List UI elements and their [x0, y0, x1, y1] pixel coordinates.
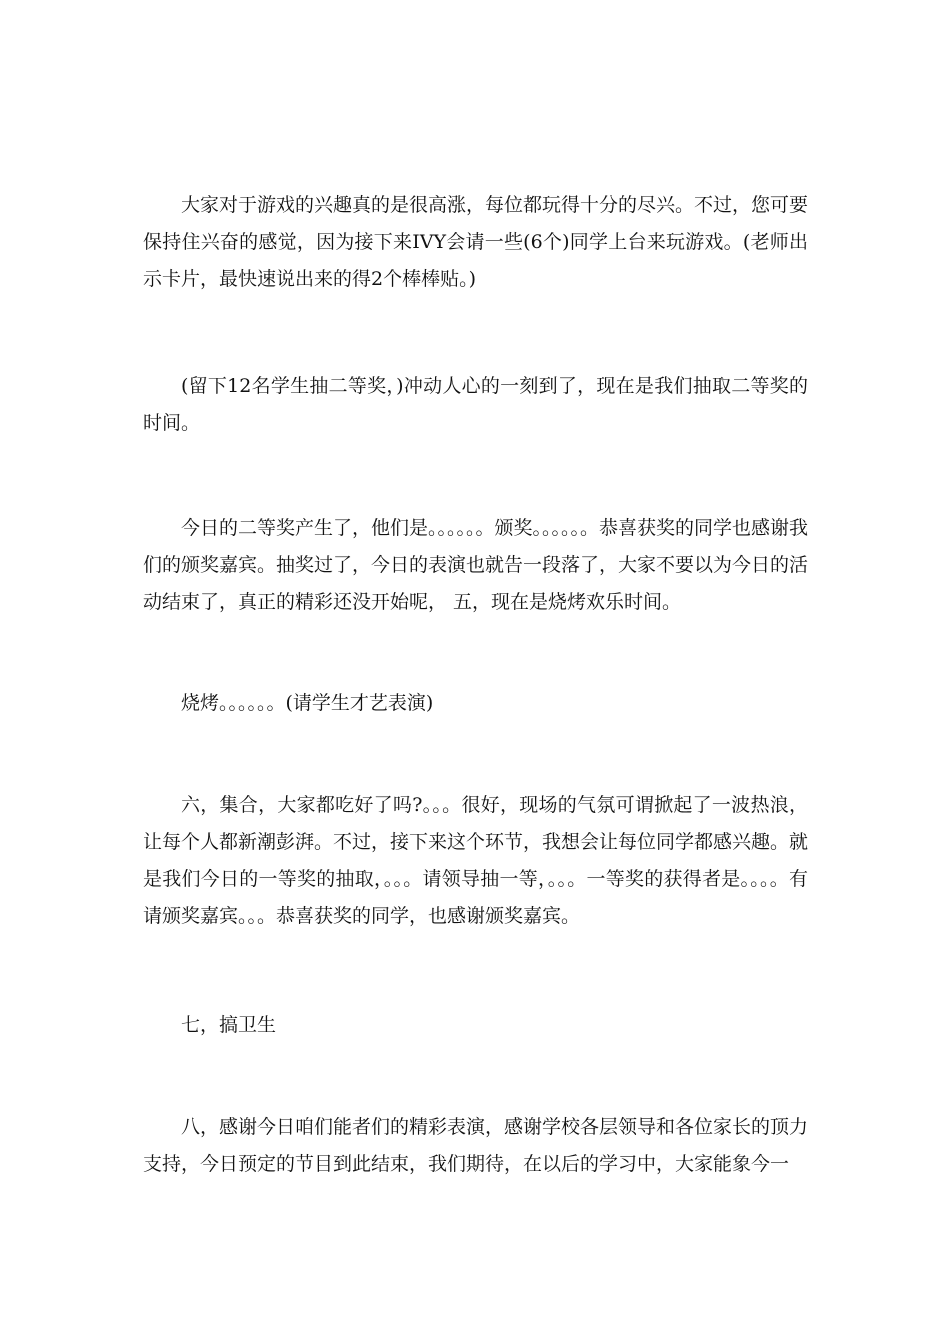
paragraph-closing: 八，感谢今日咱们能者们的精彩表演，感谢学校各层领导和各位家长的顶力支持，今日预定的节目到此结束，我们期待，在以后的学习中，大家能象今一	[143, 1116, 809, 1175]
paragraph-game-intro: 大家对于游戏的兴趣真的是很高涨，每位都玩得十分的尽兴。不过，您可要保持住兴奋的感觉，因为接下来IVY会请一些(6个)同学上台来玩游戏。(老师出示卡片，最快速说出来的得2个棒棒贴。)	[143, 194, 809, 290]
paragraph-barbecue: 烧烤。。。。。。(请学生才艺表演)	[181, 692, 434, 714]
paragraph-second-prize-draw: (留下12名学生抽二等奖，)冲动人心的一刻到了，现在是我们抽取二等奖的时间。	[143, 375, 808, 434]
paragraph-first-prize: 六，集合，大家都吃好了吗?。。。很好，现场的气氛可谓掀起了一波热浪，让每个人都新潮彭湃。不过，接下来这个环节，我想会让每位同学都感兴趣。就是我们今日的一等奖的抽取，。。。请领导抽一等，。。。一等奖的获得者是。。。。有请颁奖嘉宾。。。恭喜获奖的同学，也感谢颁奖嘉宾。	[143, 794, 809, 927]
paragraph-second-prize-award: 今日的二等奖产生了，他们是。。。。。。颁奖。。。。。。恭喜获奖的同学也感谢我们的颁奖嘉宾。抽奖过了，今日的表演也就告一段落了，大家不要以为今日的活动结束了，真正的精彩还没开始呢， 五，现在是烧烤欢乐时间。	[143, 517, 809, 613]
paragraph-cleanup: 七，搞卫生	[181, 1014, 277, 1036]
